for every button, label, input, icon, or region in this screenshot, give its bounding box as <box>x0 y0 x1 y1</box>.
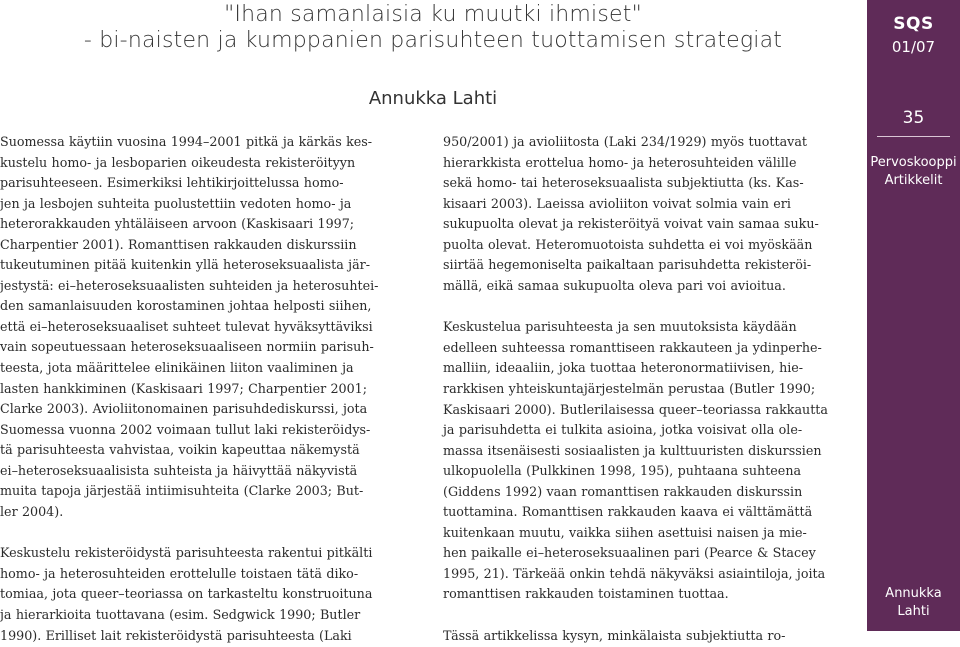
paragraph: Suomessa käytiin vuosina 1994–2001 pitkä ja kärkäs kes- kustelu homo- ja lesboparien oikeudesta rekisteröityyn parisuhteeseen. Esimerkiksi lehtikirjoittelussa homo- jen ja lesbojen suhteita puolustettiin vedoten homo- ja heterorakkauden yhtäläiseen arvoon (Kaskisaari 1997; Charpentier 2001). Romanttisen rakkauden diskurssiin tukeutuminen pitää kuitenkin yllä heteroseksuaalista jär- jestystä: ei–heteroseksuaalisten suhteiden ja heterosuhtei- den samanlaisuuden korostaminen johtaa helposti siihen, että ei–heteroseksuaaliset suhteet tulevat hyväksyttäviksi vain sopeutuessaan heteroseksuaaliseen normiin parisuh- teesta, jota määrittelee elinikäinen liiton vaaliminen ja lasten hankkiminen (Kaskisaari 1997; Charpentier 2001; Clarke 2003). Avioliitonomainen parisuhdediskurssi, jota Suomessa vuonna 2002 voimaan tullut laki rekisteröidys- tä parisuhteesta vahvistaa, voikin kapeuttaa näkemystä ei–heteroseksuaalisista suhteista ja häivyttää näkyvistä muita tapoja järjestää intiimisuhteita (Clarke 2003; But- ler 2004). <box>0 134 379 519</box>
paragraph: Keskustelua parisuhteesta ja sen muutoksista käydään edelleen suhteessa romanttiseen rakkauteen ja ydinperhe- malliin, ideaaliin, joka tuottaa heteronormatiivisen, hie- rarkkisen yhteiskuntajärjestelmän perustaa (Butler 1990; Kaskisaari 2000). Butlerilaisessa queer–teoriassa rakkautta ja parisuhdetta ei tulkita asioina, jotka voisivat olla ole- massa itsenäisesti sosiaalisten ja kulttuuristen diskurssien ulkopuolella (Pulkkinen 1998, 195), puhtaana suhteena (Giddens 1992) vaan romanttisen rakkauden diskurssin tuottamina. Romanttisen rakkauden kaava ei välttämättä kuitenkaan muutu, vaikka siihen asettuisi naisen ja mie- hen paikalle ei–heteroseksuaalinen pari (Pearce & Stacey 1995, 21). Tärkeää onkin tehdä näkyväksi asiaintiloja, joita romanttisen rakkauden toistaminen tuottaa. <box>443 319 828 602</box>
sidebar-divider <box>877 136 950 137</box>
paragraph: Tässä artikkelissa kysyn, minkälaista subjektiutta ro- <box>443 628 786 644</box>
section-name: Pervoskooppi <box>870 155 957 170</box>
journal-issue: 01/07 <box>891 38 936 56</box>
body-column-right <box>443 132 855 647</box>
sidebar-author-last: Lahti <box>897 604 930 619</box>
sidebar-author-first: Annukka <box>885 586 942 601</box>
paragraph: 950/2001) ja avioliitosta (Laki 234/1929) myös tuottavat hierarkkista erottelua homo- ja heterosuhteiden välille sekä homo- tai heteroseksuaalista subjektiutta (ks. Kas- kisaari 2003). Laeissa avioliiton voivat solmia vain eri sukupuolta olevat ja rekisteröityä voivat vain samaa suku- puolta olevat. Heteromuotoista suhdetta ei voi myöskään siirtää hegemoniselta paikaltaan parisuhdetta rekisteröi- mällä, eikä samaa sukupuolta oleva pari voi avioitua. <box>443 134 819 293</box>
journal-name: SQS <box>893 14 934 34</box>
journal-sidebar <box>867 0 960 631</box>
paragraph: Keskustelu rekisteröidystä parisuhteesta rakentui pitkälti homo- ja heterosuhteiden erottelulle toistaen tätä diko- tomiaa, jota queer–teoriassa on tarkasteltu konstruoituna ja hierarkioita tuottavana (esim. Sedgwick 1990; Butler 1990). Erilliset lait rekisteröidystä parisuhteesta (Laki <box>0 545 373 643</box>
article-author: Annukka Lahti <box>368 88 498 109</box>
section-category: Artikkelit <box>884 173 943 188</box>
article-header <box>0 0 866 66</box>
page-number: 35 <box>902 108 925 128</box>
body-column-left <box>0 132 412 646</box>
article-title-line1: "Ihan samanlaisia ku muutki ihmiset" <box>224 2 642 27</box>
article-title-line2: - bi-naisten ja kumppanien parisuhteen tuottamisen strategiat <box>83 28 783 53</box>
